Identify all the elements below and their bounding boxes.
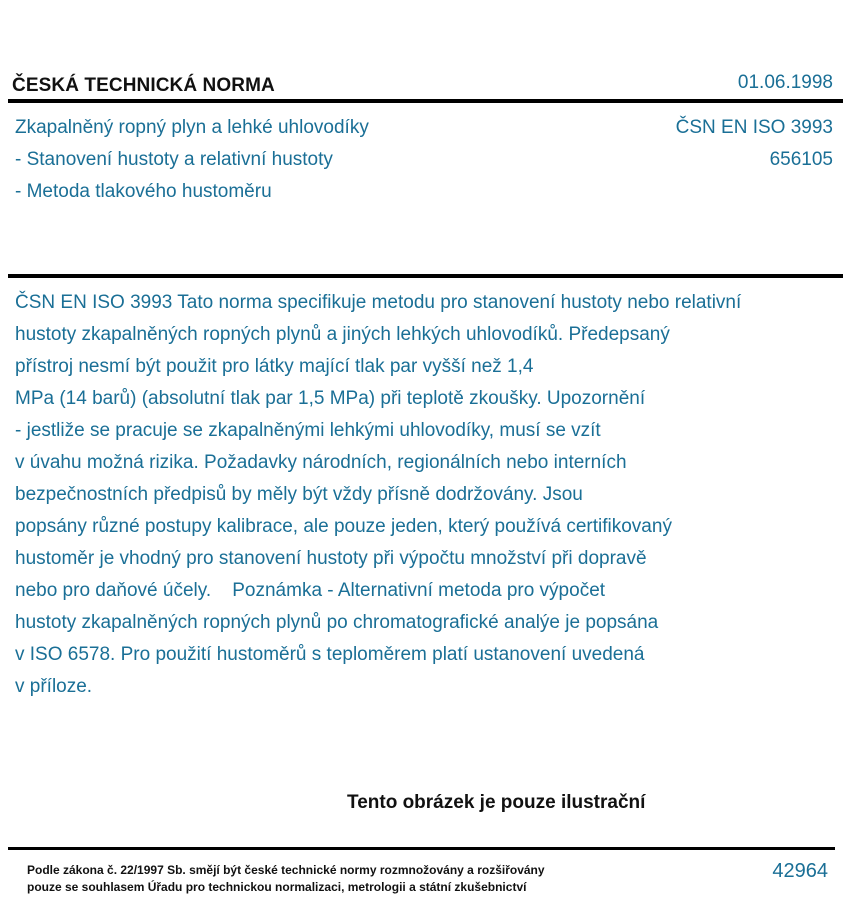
- document-title-line-2: - Stanovení hustoty a relativní hustoty: [15, 149, 333, 170]
- document-number: 42964: [772, 860, 828, 882]
- legal-notice-line-2: pouze se souhlasem Úřadu pro technickou normalizaci, metrologii a státní zkušebnictví: [27, 880, 527, 894]
- abstract-line: hustoměr je vhodný pro stanovení hustoty při výpočtu množství při dopravě: [15, 548, 647, 569]
- class-number: 656105: [769, 149, 833, 170]
- section-divider: [8, 274, 843, 278]
- abstract-line: ČSN EN ISO 3993 Tato norma specifikuje metodu pro stanovení hustoty nebo relativní: [15, 292, 742, 313]
- standard-code: ČSN EN ISO 3993: [675, 117, 833, 138]
- abstract-line: hustoty zkapalněných ropných plynů po chromatografické analýe je popsána: [15, 612, 659, 633]
- abstract-line: v ISO 6578. Pro použití hustoměrů s teploměrem platí ustanovení uvedená: [15, 644, 645, 665]
- abstract-line: v úvahu možná rizika. Požadavky národních, regionálních nebo interních: [15, 452, 627, 473]
- standard-header-title: ČESKÁ TECHNICKÁ NORMA: [12, 75, 275, 96]
- abstract-text: [15, 287, 845, 703]
- footer-divider: [8, 847, 835, 850]
- issue-date: 01.06.1998: [737, 72, 833, 93]
- header-divider: [8, 99, 843, 103]
- abstract-line: hustoty zkapalněných ropných plynů a jiných lehkých uhlovodíků. Předepsaný: [15, 324, 670, 345]
- abstract-line: - jestliže se pracuje se zkapalněnými lehkými uhlovodíky, musí se vzít: [15, 420, 601, 441]
- abstract-line: MPa (14 barů) (absolutní tlak par 1,5 MPa) při teplotě zkoušky. Upozornění: [15, 388, 646, 409]
- abstract-line: přístroj nesmí být použit pro látky mající tlak par vyšší než 1,4: [15, 356, 534, 377]
- abstract-line: nebo pro daňové účely. Poznámka - Alternativní metoda pro výpočet: [15, 580, 606, 601]
- abstract-line: bezpečnostních předpisů by měly být vždy přísně dodržovány. Jsou: [15, 484, 583, 505]
- document-title-line-3: - Metoda tlakového hustoměru: [15, 181, 272, 202]
- legal-notice-line-1: Podle zákona č. 22/1997 Sb. smějí být české technické normy rozmnožovány a rozšiřovány: [27, 863, 545, 877]
- illustration-note: Tento obrázek je pouze ilustrační: [347, 792, 646, 813]
- legal-notice: [27, 862, 545, 896]
- document-title-line-1: Zkapalněný ropný plyn a lehké uhlovodíky: [15, 117, 369, 138]
- abstract-line: popsány různé postupy kalibrace, ale pouze jeden, který používá certifikovaný: [15, 516, 672, 537]
- abstract-line: v příloze.: [15, 676, 93, 697]
